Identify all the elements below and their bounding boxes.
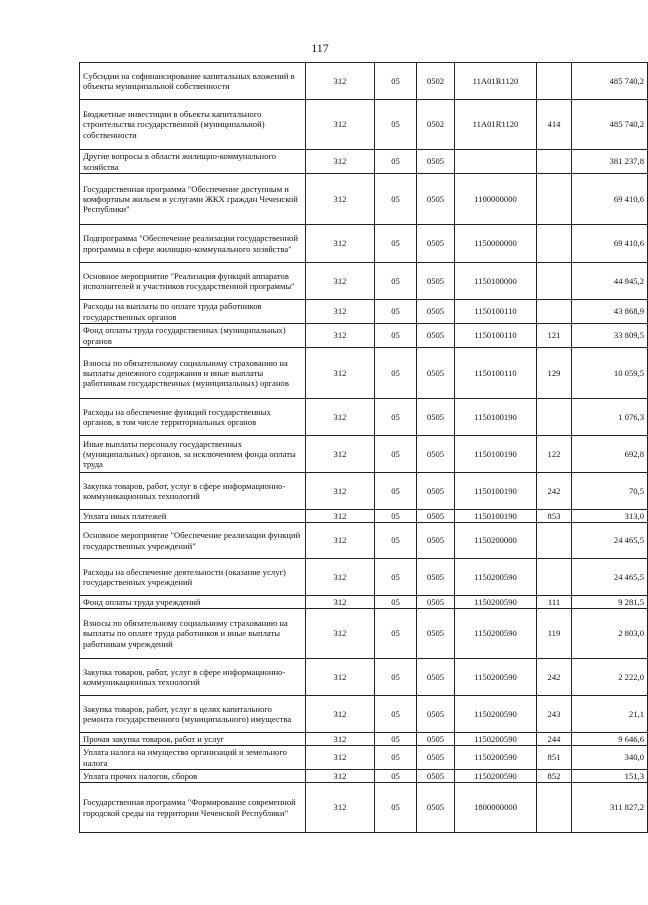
ministry-code: 312 [306,436,375,473]
article-code: 1150000000 [455,225,537,263]
table-row [80,399,648,436]
table-row [80,324,648,348]
expense-name: Государственная программа "Формирование современной городской среды на территории Чеченской Республики" [80,783,306,833]
section-code: 05 [375,225,417,263]
amount: 70,5 [572,473,648,510]
expense-kind-code: 122 [537,436,572,473]
section-code: 05 [375,174,417,225]
article-code: 1150200590 [455,733,537,746]
expense-name: Государственная программа "Обеспечение доступным и комфортным жильем и услугами ЖКХ граждан Чеченской Республики" [80,174,306,225]
ministry-code: 312 [306,746,375,770]
section-code: 05 [375,399,417,436]
table-row [80,523,648,559]
amount: 69 410,6 [572,225,648,263]
ministry-code: 312 [306,559,375,596]
section-code: 05 [375,473,417,510]
article-code: 1150200590 [455,770,537,783]
amount: 692,8 [572,436,648,473]
table-row [80,150,648,174]
expense-name: Расходы на обеспечение деятельности (оказание услуг) государственных учреждений [80,559,306,596]
expense-kind-code: 242 [537,659,572,696]
section-code: 05 [375,770,417,783]
section-code: 05 [375,150,417,174]
article-code: 1150200590 [455,659,537,696]
expense-kind-code: 414 [537,100,572,150]
ministry-code: 312 [306,399,375,436]
amount: 485 740,2 [572,63,648,100]
article-code: 11А01R1120 [455,100,537,150]
table-body [80,63,648,833]
expense-name: Фонд оплаты труда государственных (муниципальных) органов [80,324,306,348]
subsection-code: 0505 [417,225,455,263]
article-code: 1150200590 [455,746,537,770]
expense-name: Прочая закупка товаров, работ и услуг [80,733,306,746]
ministry-code: 312 [306,150,375,174]
expense-kind-code: 243 [537,696,572,733]
expense-kind-code [537,523,572,559]
subsection-code: 0505 [417,300,455,324]
expense-name: Иные выплаты персоналу государственных (муниципальных) органов, за исключением фонда оплаты труда [80,436,306,473]
ministry-code: 312 [306,659,375,696]
section-code: 05 [375,559,417,596]
amount: 381 237,8 [572,150,648,174]
expense-kind-code: 129 [537,348,572,399]
table-row [80,473,648,510]
expense-kind-code [537,63,572,100]
subsection-code: 0502 [417,63,455,100]
section-code: 05 [375,609,417,659]
table-row [80,559,648,596]
expense-name: Закупка товаров, работ, услуг в сфере информационно-коммуникационных технологий [80,473,306,510]
table-row [80,100,648,150]
amount: 21,1 [572,696,648,733]
ministry-code: 312 [306,596,375,609]
amount: 1 076,3 [572,399,648,436]
expense-name: Уплата прочих налогов, сборов [80,770,306,783]
article-code: 1150100190 [455,473,537,510]
ministry-code: 312 [306,348,375,399]
table-row [80,300,648,324]
expense-name: Другие вопросы в области жилищно-коммунального хозяйства [80,150,306,174]
amount: 33 809,5 [572,324,648,348]
ministry-code: 312 [306,473,375,510]
subsection-code: 0505 [417,348,455,399]
section-code: 05 [375,696,417,733]
expense-name: Уплата налога на имущество организаций и земельного налога [80,746,306,770]
article-code: 1150200590 [455,559,537,596]
section-code: 05 [375,324,417,348]
subsection-code: 0505 [417,150,455,174]
expense-kind-code: 851 [537,746,572,770]
budget-table [79,62,648,833]
page-number: 117 [311,41,329,55]
ministry-code: 312 [306,696,375,733]
subsection-code: 0502 [417,100,455,150]
article-code: 1100000000 [455,174,537,225]
subsection-code: 0505 [417,324,455,348]
amount: 340,0 [572,746,648,770]
table-row [80,263,648,300]
subsection-code: 0505 [417,746,455,770]
subsection-code: 0505 [417,523,455,559]
table-row [80,63,648,100]
subsection-code: 0505 [417,559,455,596]
section-code: 05 [375,436,417,473]
article-code: 1150200590 [455,596,537,609]
subsection-code: 0505 [417,263,455,300]
section-code: 05 [375,733,417,746]
amount: 9 646,6 [572,733,648,746]
article-code: 1150200590 [455,696,537,733]
ministry-code: 312 [306,783,375,833]
subsection-code: 0505 [417,473,455,510]
amount: 69 410,6 [572,174,648,225]
amount: 2 803,0 [572,609,648,659]
amount: 151,3 [572,770,648,783]
subsection-code: 0505 [417,436,455,473]
expense-kind-code: 242 [537,473,572,510]
table-row [80,510,648,523]
section-code: 05 [375,300,417,324]
section-code: 05 [375,783,417,833]
section-code: 05 [375,523,417,559]
subsection-code: 0505 [417,733,455,746]
article-code: 1150100190 [455,436,537,473]
expense-name: Взносы по обязательному социальному страхованию на выплаты по оплате труда работников и иные выплаты работникам учреждений [80,609,306,659]
ministry-code: 312 [306,733,375,746]
expense-kind-code: 852 [537,770,572,783]
table-row [80,174,648,225]
section-code: 05 [375,63,417,100]
expense-kind-code [537,559,572,596]
table-row [80,770,648,783]
expense-name: Закупка товаров, работ, услуг в сфере информационно-коммуникационных технологий [80,659,306,696]
ministry-code: 312 [306,63,375,100]
expense-kind-code: 121 [537,324,572,348]
expense-name: Закупка товаров, работ, услуг в целях капитального ремонта государственного (муниципального) имущества [80,696,306,733]
expense-kind-code [537,174,572,225]
article-code: 1800000000 [455,783,537,833]
expense-name: Субсидии на софинансирование капитальных вложений в объекты муниципальной собственности [80,63,306,100]
subsection-code: 0505 [417,770,455,783]
table-row [80,783,648,833]
section-code: 05 [375,100,417,150]
amount: 24 465,5 [572,559,648,596]
article-code: 1150100190 [455,510,537,523]
article-code: 1150200000 [455,523,537,559]
expense-name: Подпрограмма "Обеспечение реализации государственной программы в сфере жилищно-коммунального хозяйства" [80,225,306,263]
expense-kind-code [537,150,572,174]
ministry-code: 312 [306,510,375,523]
expense-kind-code [537,263,572,300]
expense-name: Уплата иных платежей [80,510,306,523]
expense-name: Расходы на обеспечение функций государственных органов, в том числе территориальных органов [80,399,306,436]
ministry-code: 312 [306,174,375,225]
expense-name: Бюджетные инвестиции в объекты капитального строительства государственной (муниципальной) собственности [80,100,306,150]
section-code: 05 [375,659,417,696]
article-code: 1150100110 [455,300,537,324]
section-code: 05 [375,263,417,300]
article-code: 1150100110 [455,324,537,348]
ministry-code: 312 [306,225,375,263]
expense-kind-code: 119 [537,609,572,659]
ministry-code: 312 [306,523,375,559]
section-code: 05 [375,596,417,609]
expense-kind-code [537,225,572,263]
expense-name: Фонд оплаты труда учреждений [80,596,306,609]
expense-kind-code: 244 [537,733,572,746]
subsection-code: 0505 [417,510,455,523]
subsection-code: 0505 [417,174,455,225]
table-row [80,225,648,263]
amount: 43 868,9 [572,300,648,324]
table-row [80,746,648,770]
table-row [80,436,648,473]
table-row [80,596,648,609]
amount: 9 281,5 [572,596,648,609]
expense-name: Расходы на выплаты по оплате труда работников государственных органов [80,300,306,324]
expense-kind-code: 853 [537,510,572,523]
subsection-code: 0505 [417,696,455,733]
article-code: 11А01R1120 [455,63,537,100]
article-code: 1150100110 [455,348,537,399]
table-row [80,733,648,746]
ministry-code: 312 [306,324,375,348]
article-code: 1150200590 [455,609,537,659]
subsection-code: 0505 [417,596,455,609]
ministry-code: 312 [306,609,375,659]
amount: 2 222,0 [572,659,648,696]
section-code: 05 [375,510,417,523]
ministry-code: 312 [306,100,375,150]
section-code: 05 [375,746,417,770]
amount: 313,0 [572,510,648,523]
subsection-code: 0505 [417,399,455,436]
table-row [80,609,648,659]
ministry-code: 312 [306,263,375,300]
amount: 485 740,2 [572,100,648,150]
ministry-code: 312 [306,300,375,324]
amount: 24 465,5 [572,523,648,559]
expense-name: Взносы по обязательному социальному страхованию на выплаты денежного содержания и иные выплаты работникам государственных (муниципальных) органов [80,348,306,399]
amount: 44 945,2 [572,263,648,300]
section-code: 05 [375,348,417,399]
expense-kind-code [537,783,572,833]
amount: 311 827,2 [572,783,648,833]
table-row [80,659,648,696]
subsection-code: 0505 [417,609,455,659]
amount: 10 059,5 [572,348,648,399]
expense-kind-code [537,300,572,324]
article-code [455,150,537,174]
subsection-code: 0505 [417,659,455,696]
expense-name: Основное мероприятие "Обеспечение реализации функций государственных учреждений" [80,523,306,559]
subsection-code: 0505 [417,783,455,833]
expense-kind-code [537,399,572,436]
table-row [80,696,648,733]
expense-kind-code: 111 [537,596,572,609]
article-code: 1150100000 [455,263,537,300]
table-row [80,348,648,399]
article-code: 1150100190 [455,399,537,436]
ministry-code: 312 [306,770,375,783]
expense-name: Основное мероприятие "Реализация функций аппаратов исполнителей и участников государственной программы" [80,263,306,300]
